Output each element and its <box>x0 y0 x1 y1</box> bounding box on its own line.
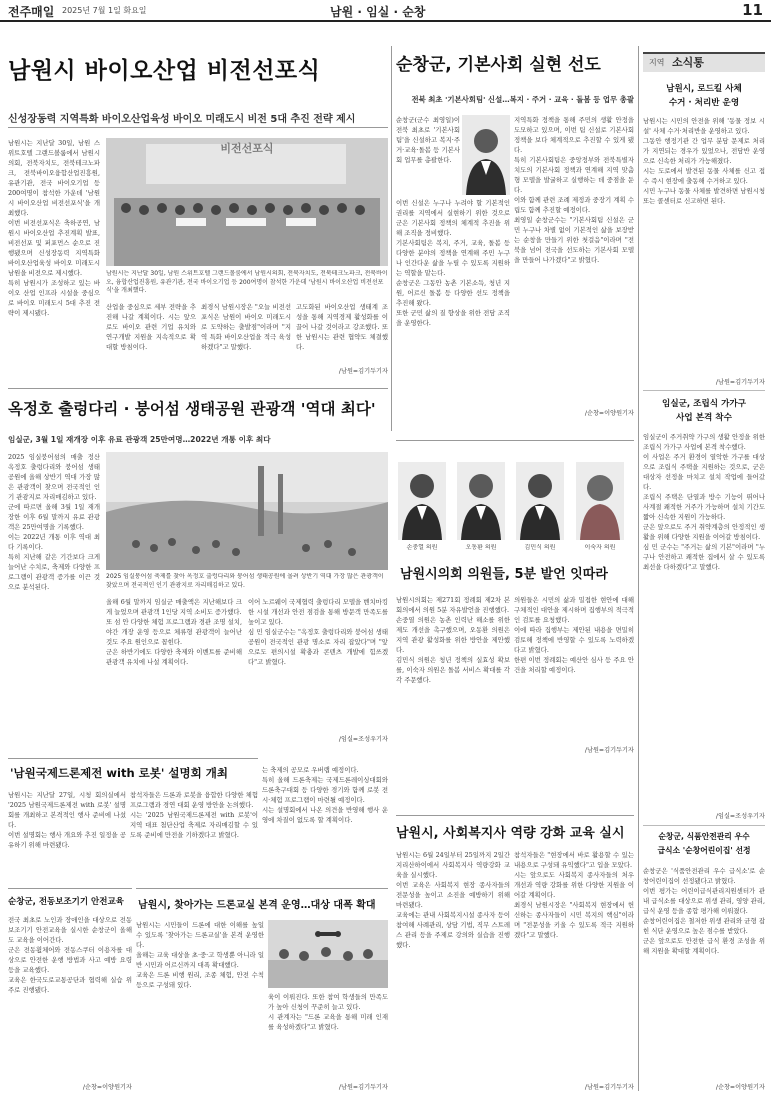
sunchang-safety-top-rule <box>8 888 132 889</box>
welfare-byline: /남원=김기두기자 <box>584 1084 634 1091</box>
sidebar-rule-1 <box>643 390 765 391</box>
council-portrait-3 <box>516 462 564 540</box>
sidebar-item2-body: 임실군이 주거취약 가구의 생활 안정을 위한 조립식 가가구 사업에 본격 착수했다. 이 사업은 주거 환경이 열악한 가구를 대상으로 조립식 주택을 지원하는 것으로, 군은 대상자 선정을 마치고 설치 작업에 들어갔다. 조립식 주택은 단열과 방수 기능이 뛰어나 사계절 쾌적한 거주가 가능하며 설치 기간도 짧아 신속한 지원이 가능하다. 군은 앞으로도 주거 취약계층의 안정적인 생활을 위해 다양한 지원을 이어갈 방침이다. 심 민 군수는 "주거는 삶의 기본"이라며 "누구나 안전하고 쾌적한 집에서 살 수 있도록 최선을 다하겠다"고 말했다. <box>643 433 765 571</box>
robot-body-col2: 참석자들은 드론과 로봇을 융합한 다양한 체험 프로그램과 경연 대회 운영 방안을 논의했다. 시는 '2025 남원국제드론제전 with 로봇'이 지역 대표 첨단산업 축제로 자리매김할 수 있도록 준비에 만전을 기하겠다고 밝혔다. <box>130 791 258 839</box>
council-body-col2: 의원들은 시민의 삶과 밀접한 현안에 대해 구체적인 대안을 제시하며 집행부의 적극적인 검토를 요청했다. 이에 따라 집행부는 제안된 내용을 면밀히 검토해 정책에 반영할 수 있도록 노력하겠다고 밝혔다. 한편 이번 정례회는 예산안 심사 등 주요 안건을 처리할 예정이다. <box>514 596 634 674</box>
sunchang-body-col1a: 순창군(군수 최영일)이 전북 최초로 '기본사회팀'을 신설하고 복지·주거·교육·돌봄 등 기본사회 업무를 총괄한다. <box>396 116 460 164</box>
okjeong-photo <box>106 452 388 570</box>
okjeong-photo-caption: 2025 임실붕어섬 축제를 찾아 옥정호 출렁다리와 붕어섬 생태공원에 몰려 상반기 역대 가장 많은 관광객이 찾았으며 전국적인 인기 관광지로 자리매김하고 있다. <box>106 573 384 589</box>
sidebar-item3-byline: /순창=이양원기자 <box>715 1084 765 1091</box>
sunchang-headline: 순창군, 기본사회 실현 선도 <box>396 55 601 75</box>
lead-subheadline: 신성장동력 지역특화 바이오산업육성 바이오 미래도시 비전 5대 추진 전략 제시 <box>8 114 356 125</box>
sunchang-portrait <box>462 115 510 195</box>
sidebar-item2-byline: /임실=조성우기자 <box>715 813 765 820</box>
sidebar-item1-subtitle: 수거 · 처리반 운영 <box>668 98 740 108</box>
drone-edu-byline: /남원=김기두기자 <box>338 1084 388 1091</box>
drone-edu-body-col2: 육이 이뤄진다. 또한 참여 학생들의 만족도가 높아 신청이 꾸준히 늘고 있다. 시 관계자는 "드론 교육을 통해 미래 인재를 육성하겠다"고 밝혔다. <box>268 993 388 1031</box>
robot-headline: '남원국제드론제전 with 로봇' 설명회 개최 <box>10 766 228 780</box>
council-name-3: 김민식 의원 <box>524 544 556 551</box>
council-name-1: 손중열 의원 <box>406 544 438 551</box>
welfare-top-rule <box>396 815 634 816</box>
okjeong-byline: /임실=조성우기자 <box>338 736 388 743</box>
robot-top-rule <box>8 758 258 759</box>
sunchang-subheadline: 전북 최초 '기본사회팀' 신설…복지 · 주거 · 교육 · 돌봄 등 업무 총괄 <box>411 95 634 104</box>
okjeong-top-rule <box>8 388 388 389</box>
lead-photo-caption: 남원시는 지난달 30일, 남원 스위트호텔 그랜드볼룸에서 남원시의회, 전북자치도, 전북테크노파크, 전북바이오, 융합산업진흥원, 유관기관, 전국 바이오기업 등 200여명이 참석한 가운데 '남원시 바이오산업 비전선포식'을 개최했다. <box>106 270 388 294</box>
council-top-rule <box>396 440 634 441</box>
council-name-2: 오동환 의원 <box>465 544 497 551</box>
okjeong-subheadline: 임실군, 3월 1일 재개장 이후 유료 관광객 25만여명…2022년 개통 이후 최다 <box>8 435 271 444</box>
sidebar-item3-title: 순창군, 식품안전관리 우수 <box>658 832 750 841</box>
council-portrait-2 <box>457 462 505 540</box>
lead-byline: /남원=김기두기자 <box>338 368 388 375</box>
okjeong-body-col3: 이어 노르웨이 국제협력 출렁다리 모델을 벤치마킹한 시설 개선과 안전 점검을 통해 방문객 만족도를 높이고 있다. 심 민 임실군수는 "옥정호 출렁다리와 붕어섬 생태공원이 전국적인 관광 명소로 자리 잡았다"며 "앞으로도 편의시설 확충과 콘텐츠 개발에 힘쓰겠다"고 밝혔다. <box>248 598 388 666</box>
council-portrait-1 <box>398 462 446 540</box>
okjeong-body-col2: 올해 6월 말까지 임실군 매출액은 지난해보다 크게 늘었으며 관광객 1인당 지역 소비도 증가했다. 또 섬 안 다양한 체험 프로그램과 경관 조명 설치, 야간 개장 운영 등으로 체류형 관광객이 늘어난 것도 주요 원인으로 꼽힌다. 군은 하반기에도 다양한 축제와 이벤트를 준비해 관광객 유치에 나설 계획이다. <box>106 598 242 666</box>
lead-photo-banner: 비전선포식 <box>220 142 274 155</box>
sidebar-item1-body: 남원시는 시민의 안전을 위해 '동물 정보 시설' 사체 수거·처리반을 운영하고 있다. 그동안 행정기관 간 업무 분담 문제로 처리가 지연되는 경우가 있었으나, 전담반 운영으로 신속한 처리가 가능해졌다. 시는 도로에서 발견된 동물 사체를 신고 접수 즉시 현장에 출동해 수거하고 있다. 시민 누구나 동물 사체를 발견하면 남원시청 또는 콜센터로 신고하면 된다. <box>643 117 765 205</box>
sidebar-label-tag: 지역 <box>649 58 665 67</box>
sunchang-safety-headline: 순창군, 전동보조기기 안전교육 <box>8 897 124 907</box>
sunchang-safety-body: 전국 최초로 노인과 장애인을 대상으로 전동보조기기 안전교육을 실시한 순창군이 올해도 교육을 이어간다. 군은 전동휠체어와 전동스쿠터 이용자를 대상으로 안전한 운행 방법과 사고 예방 요령 등을 교육했다. 교육은 한국도로교통공단과 협력해 실습 위주로 진행됐다. <box>8 916 132 994</box>
sunchang-body-col2: 지역특화 정책을 통해 주민의 생활 안정을 도모하고 있으며, 이번 팀 신설로 기본사회 정책을 보다 체계적으로 추진할 수 있게 됐다. 특히 기본사회팀은 중앙정부와 전북특별자치도의 기본사회 정책과 연계해 지역 맞춤형 모델을 발굴하고 실행하는 데 중점을 둔다. 이와 함께 관련 조례 제정과 중장기 계획 수립도 함께 추진할 예정이다. 최영일 순창군수는 "기본사회팀 신설은 군민 누구나 차별 없이 기본적인 삶을 보장받는 순창을 만들기 위한 첫걸음"이라며 "전북을 넘어 전국을 선도하는 기본사회 모델을 만들어 나가겠다"고 밝혔다. <box>514 116 634 264</box>
lead-body-col1: 남원시는 지난달 30일, 남원 스위트호텔 그랜드볼룸에서 남원시의회, 전북자치도, 전북테크노파크, 전북바이오융합산업진흥원, 유관기관, 전국 바이오기업 등 200여명이 참석한 가운데 '남원시 바이오산업 비전선포식'을 개최했다. 이번 비전선포식은 축하공연, 남원시 바이오산업 추진계획 발표, 비전선포 및 퍼포먼스 순으로 진행됐으며 신성장동력 지역특화 바이오산업육성 바이오 미래도시 남원을 비전으로 제시했다. 특히 남원시가 조성하고 있는 바이오 산업 인프라 시설을 중심으로 바이오 미래도시 5대 추진 전략이 제시됐다. <box>8 139 100 317</box>
council-byline: /남원=김기두기자 <box>584 747 634 754</box>
sidebar-item1-title: 남원시, 로드킬 사체 <box>666 84 742 94</box>
council-name-4: 이숙자 의원 <box>584 544 616 551</box>
robot-body-col3: 는 축제의 공모로 우버랩 예정이다. 특히 올해 드론축제는 국제드론레이싱대회와 드론축구대회 등 다양한 경기와 함께 로봇 전시·체험 프로그램이 마련될 예정이다. 시는 설명회에서 나온 의견을 반영해 행사 운영에 차질이 없도록 할 계획이다. <box>262 766 388 824</box>
welfare-body-col1: 남원시는 6월 24일부터 25일까지 2일간 지리산하이에서 사회복지사 역량강화 교육을 실시했다. 이번 교육은 사회복지 현장 종사자들의 전문성을 높이고 소진을 예방하기 위해 마련됐다. 교육에는 관내 사회복지시설 종사자 등이 참여해 사례관리, 상담 기법, 직무 스트레스 관리 등을 주제로 강의와 실습을 진행했다. <box>396 851 510 949</box>
section-title: 남원 · 임실 · 순창 <box>330 5 426 19</box>
welfare-headline: 남원시, 사회복지사 역량 강화 교육 실시 <box>396 826 625 841</box>
council-portrait-4 <box>576 462 624 540</box>
sidebar-item1-byline: /남원=김기두기자 <box>715 379 765 386</box>
robot-body-col1: 남원시는 지난달 27일, 시청 회의실에서 '2025 남원국제드론제전 with 로봇' 설명회를 개최하고 본격적인 행사 준비에 나섰다. 이번 설명회는 행사 개요와 추진 일정을 공유하기 위해 마련됐다. <box>8 791 126 849</box>
council-body-col1: 남원시의회는 제271회 정례회 제2차 본회의에서 의원 5분 자유발언을 진행했다. 손중열 의원은 농촌 인력난 해소를 위한 제도 개선을 촉구했으며, 오동환 의원은 지역 관광 활성화를 위한 방안을 제안했다. 김민식 의원은 청년 정책의 실효성 확보를, 이숙자 의원은 돌봄 서비스 확대를 각각 주문했다. <box>396 596 510 684</box>
sunchang-body-col1: 이번 신설은 누구나 누려야 할 기본적인 권리를 지역에서 실현하기 위한 것으로 군은 기본사회 정책의 체계적 추진을 위해 조직을 정비했다. 기본사회팀은 복지, 주거, 교육, 돌봄 등 다양한 분야의 정책을 연계해 주민 누구나 인간다운 삶을 누릴 수 있도록 지원하는 역할을 맡는다. 순창군은 그동안 농촌 기본소득, 청년 지원, 어르신 돌봄 등 다양한 선도 정책을 추진해 왔다. 또한 군민 삶의 질 향상을 위한 전담 조직을 운영한다. <box>396 199 510 327</box>
lead-body-col4: 고도화된 바이오산업 생태계 조성을 통해 지역경제 활성화를 이끌어 나갈 것이라고 강조했다. 또한 남원시는 관련 협약도 체결했다. <box>296 303 388 351</box>
lead-rule <box>8 127 388 128</box>
sidebar-rule-2 <box>643 825 765 826</box>
lead-body-col3: 최경식 남원시장은 "오늘 비전선포식은 남원이 바이오 미래도시로 도약하는 출발점"이라며 "지역 특화 바이오산업을 적극 육성하겠다"고 말했다. <box>201 303 291 351</box>
drone-edu-body-col1: 남원시는 시민들이 드론에 대한 이해를 높일 수 있도록 '찾아가는 드론교실'을 본격 운영한다. 올해는 교육 대상을 초·중·고 학생뿐 아니라 일반 시민과 어르신까지 대폭 확대했다. 교육은 드론 비행 원리, 조종 체험, 안전 수칙 등으로 구성돼 있다. <box>136 921 264 989</box>
sidebar-item3-body: 순창군은 '식품안전관리 우수 급식소'로 순창어린이집이 선정됐다고 밝혔다. 이번 평가는 어린이급식관리지원센터가 관내 급식소를 대상으로 위생 관리, 영양 관리, 급식 운영 등을 종합 평가해 이뤄졌다. 순창어린이집은 철저한 위생 관리와 균형 잡힌 식단 운영으로 높은 점수를 받았다. 군은 앞으로도 안전한 급식 환경 조성을 위해 지원을 확대할 계획이다. <box>643 867 765 955</box>
council-headline: 남원시의회 의원들, 5분 발언 잇따라 <box>400 567 608 582</box>
sidebar-label-main: 소식통 <box>672 56 704 69</box>
drone-edu-photo <box>268 920 388 988</box>
lead-photo <box>106 138 388 266</box>
drone-edu-top-rule <box>136 888 388 889</box>
sunchang-byline: /순창=이양원기자 <box>584 410 634 417</box>
sunchang-safety-byline: /순창=이양원기자 <box>82 1084 132 1091</box>
sidebar-item3-subtitle: 급식소 '순창어린이집' 선정 <box>657 846 751 855</box>
sidebar-divider <box>638 46 639 1091</box>
okjeong-headline: 옥정호 출렁다리 · 붕어섬 생태공원 관광객 '역대 최다' <box>8 400 376 418</box>
page-number: 11 <box>742 1 763 19</box>
drone-edu-headline: 남원시, 찾아가는 드론교실 본격 운영…대상 대폭 확대 <box>138 900 376 911</box>
welfare-body-col2: 참석자들은 "현장에서 바로 활용할 수 있는 내용으로 구성돼 유익했다"고 입을 모았다. 시는 앞으로도 사회복지 종사자들의 처우 개선과 역량 강화를 위한 다양한 지원을 이어갈 계획이다. 최경식 남원시장은 "사회복지 현장에서 헌신하는 종사자들이 시민 복지의 핵심"이라며 "전문성을 키울 수 있도록 적극 지원하겠다"고 말했다. <box>514 851 634 939</box>
lead-headline: 남원시 바이오산업 비전선포식 <box>8 58 321 84</box>
issue-date: 2025년 7월 1일 화요일 <box>62 6 147 15</box>
sidebar-item2-title: 임실군, 조립식 가가구 <box>662 399 746 409</box>
column-divider <box>391 46 392 431</box>
okjeong-body-col1: 2025 임실붕어섬의 매출 정산 옥정호 출렁다리와 붕어섬 생태공원에 올해 상반기 역대 가장 많은 관광객이 찾으며 전국적인 인기 관광지로 자리매김하고 있다. 군에 따르면 올해 3월 1일 재개장한 이후 6월 말까지 유료 관광객은 25만여명을 기록했다. 이는 2022년 개통 이후 역대 최다 기록이다. 특히 지난해 같은 기간보다 크게 늘어난 수치로, 축제와 다양한 프로그램이 관광객 증가를 이끈 것으로 분석된다. <box>8 453 100 591</box>
newspaper-name: 전주매일 <box>8 5 55 19</box>
sidebar-item2-subtitle: 사업 본격 착수 <box>676 413 732 423</box>
lead-body-col2: 산업을 중심으로 세부 전략을 추진해 나갈 계획이다. 시는 앞으로도 바이오 관련 기업 유치와 연구개발 지원을 지속적으로 확대할 방침이다. <box>106 303 196 351</box>
